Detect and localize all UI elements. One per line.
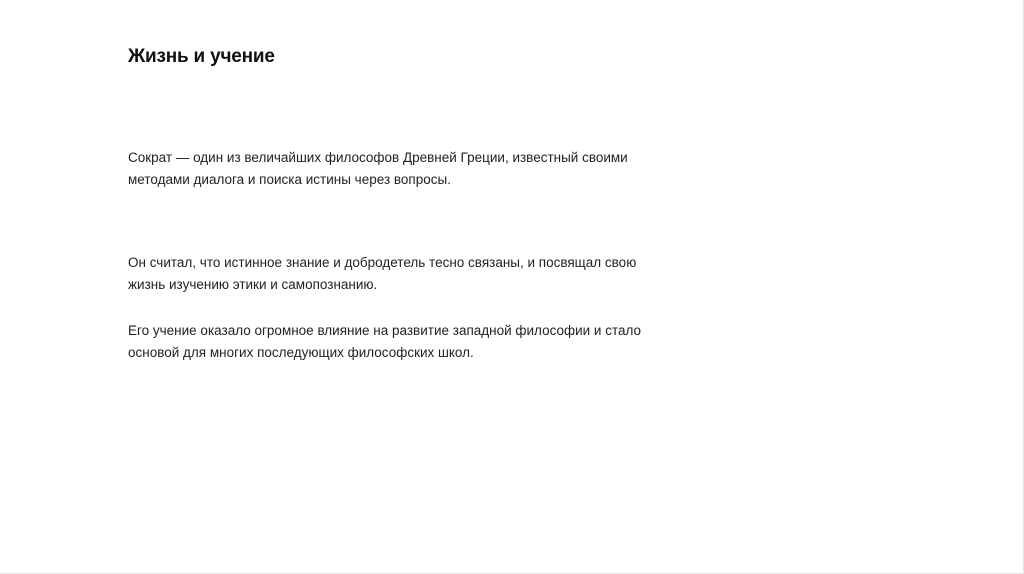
paragraph-knowledge-virtue: Он считал, что истинное знание и добродетель тесно связаны, и посвящал свою жизнь изучению этики и самопознанию. xyxy=(128,255,637,292)
paragraph-intro: Сократ — один из величайших философов Древней Греции, известный своими методами диалога и поиска истины через вопросы. xyxy=(128,150,628,187)
slide-title: Жизнь и учение xyxy=(128,46,275,67)
paragraph-influence: Его учение оказало огромное влияние на развитие западной философии и стало основой для многих последующих философских школ. xyxy=(128,323,642,360)
